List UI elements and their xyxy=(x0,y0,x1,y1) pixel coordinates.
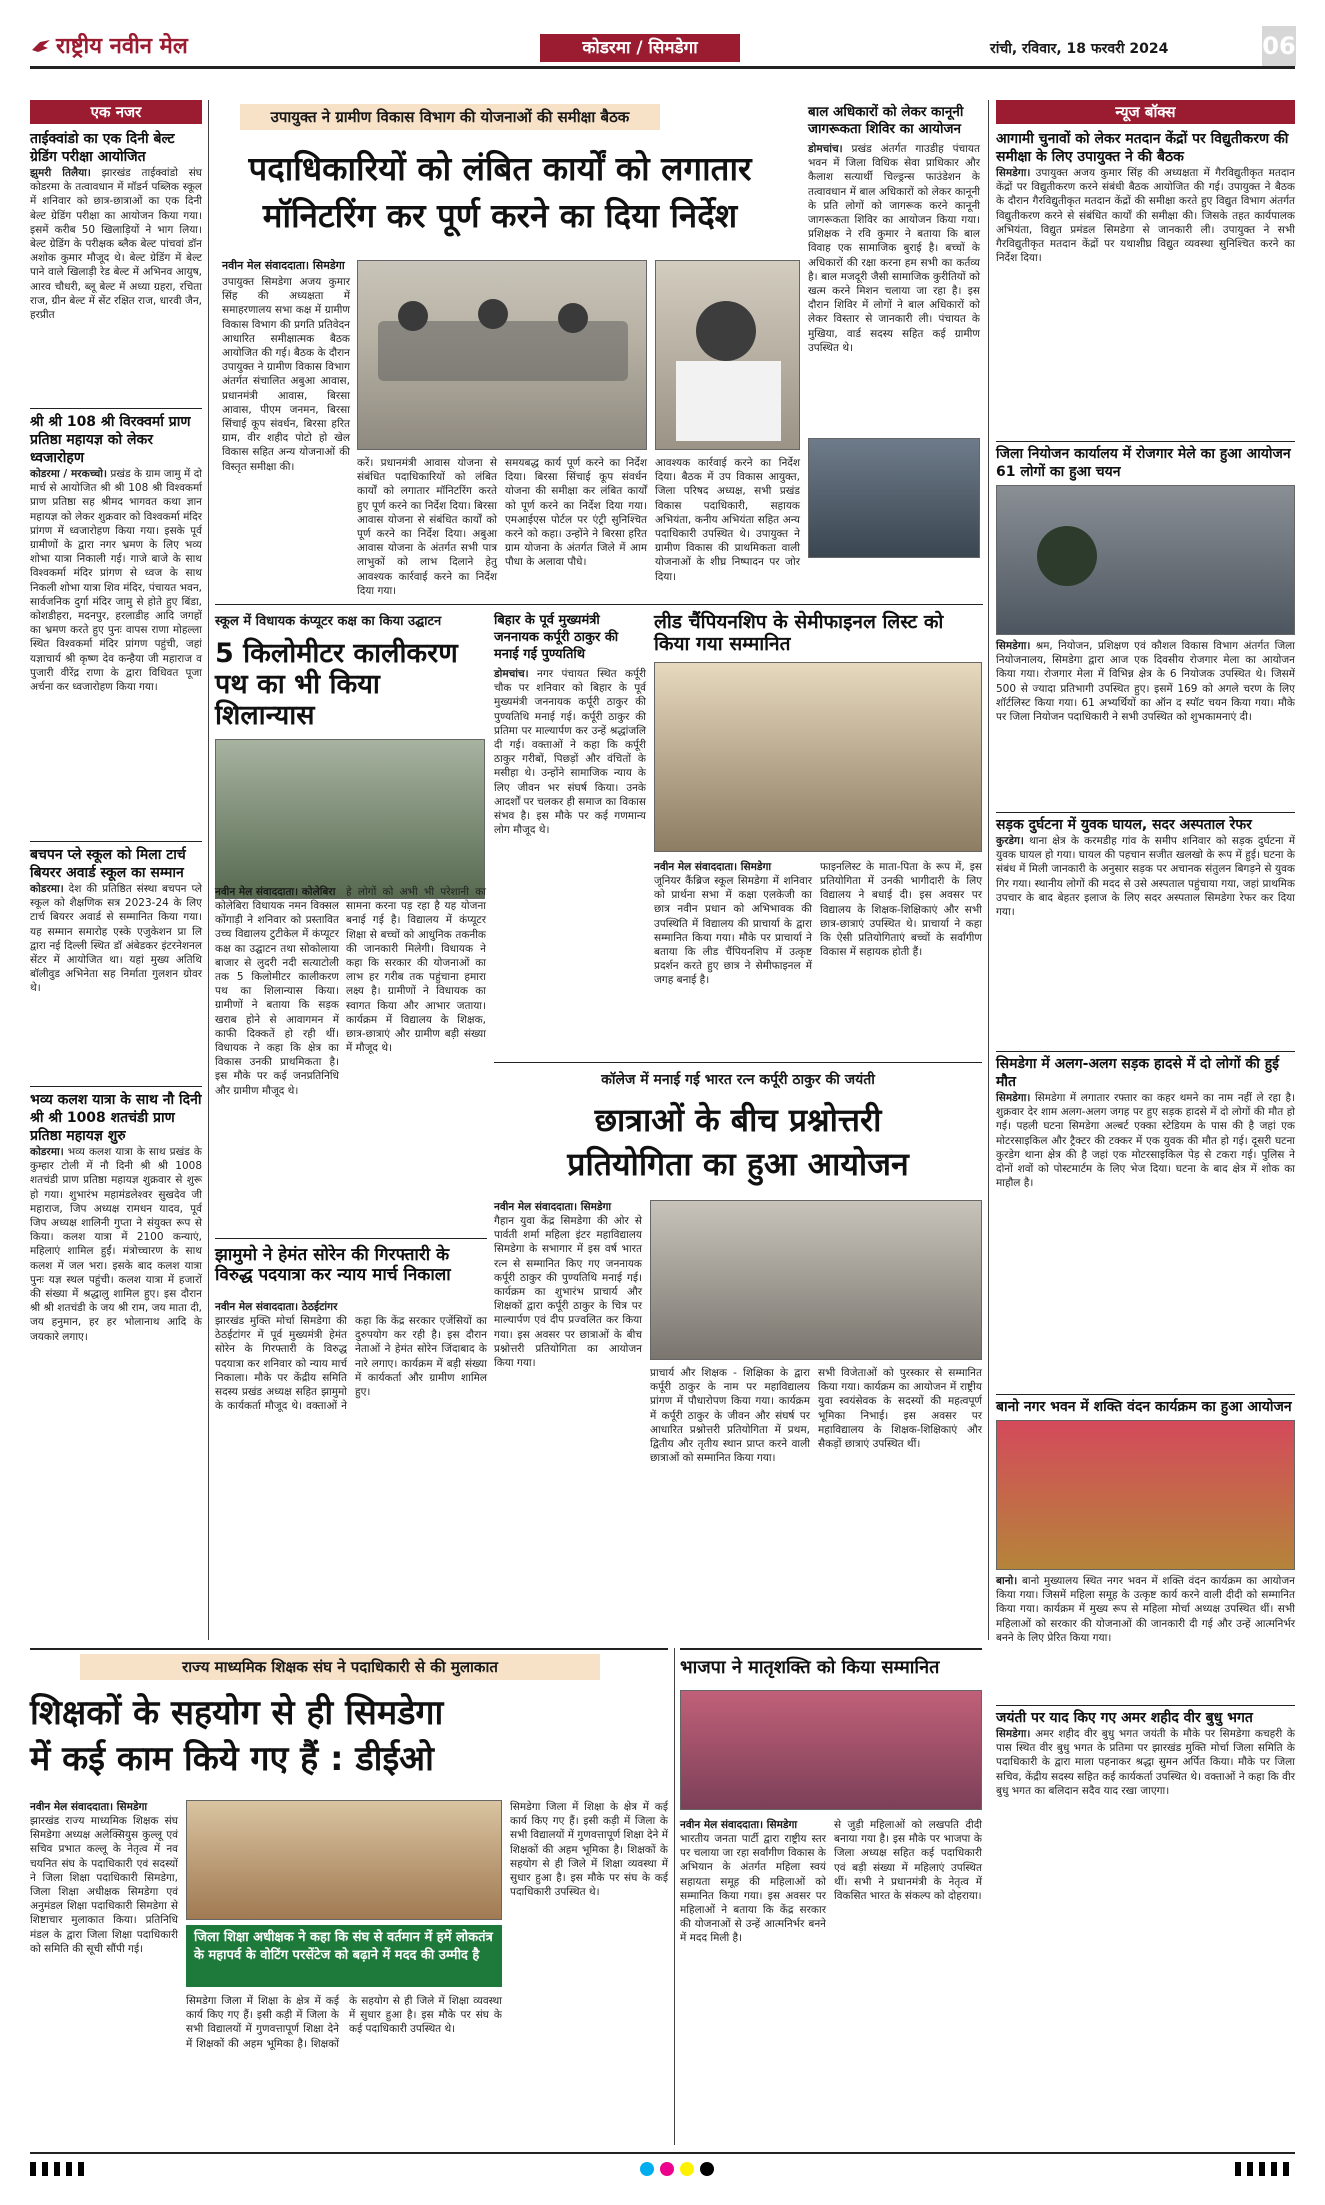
teachers-body: सिमडेगा जिला में शिक्षा के क्षेत्र में कई कार्य किए गए हैं। इसी कड़ी में जिला के सभी विद्यालयों में गुणवत्तापूर्ण शिक्षा देने में शिक्षकों की अहम भूमिका है। शिक्षकों के सहयोग से ही जिले में शिक्षा व्यवस्था में सुधार हुआ है। इस मौके पर संघ के कई पदाधिकारी उपस्थित थे। xyxy=(186,1995,502,2050)
issue-date: रांची, रविवार, 18 फरवरी 2024 xyxy=(990,41,1169,57)
brief-body: देश की प्रतिष्ठित संस्था बचपन प्ले स्कूल को शैक्षणिक सत्र 2023-24 के लिए टार्च बियरर अवार्ड से सम्मानित किया गया। यह सम्मान समारोह एस्के एजुकेशन प्रा लि द्वारा नई दिल्ली स्थित डॉ अंबेडकर इंटरनेशनल सेंटर में आयोजित था। यहां मुख्य अतिथि बॉलीवुड अभिनेता सह निर्माता गुलशन ग्रोवर थे। xyxy=(30,883,203,995)
quiz-kicker: कॉलेज में मनाई गई भारत रत्न कर्पूरी ठाकुर की जयंती xyxy=(601,1072,875,1088)
story-headline: 5 किलोमीटर कालीकरण पथ का भी किया शिलान्यास xyxy=(215,638,458,732)
masthead xyxy=(30,22,1295,82)
quiz-headline: प्रतियोगिता का हुआ आयोजन xyxy=(567,1145,909,1183)
teachers-body: सिमडेगा जिला में शिक्षा के क्षेत्र में कई कार्य किए गए हैं। इसी कड़ी में जिला के सभी विद्यालयों में गुणवत्तापूर्ण शिक्षा देने में शिक्षकों की अहम भूमिका है। शिक्षकों के सहयोग से ही जिले में शिक्षा व्यवस्था में सुधार हुआ है। इस मौके पर संघ के कई पदाधिकारी उपस्थित थे। xyxy=(510,1801,668,1899)
story-title: बाल अधिकारों को लेकर कानूनी जागरूकता शिविर का आयोजन xyxy=(808,104,964,137)
section-header: न्यूज बॉक्स xyxy=(996,100,1295,124)
women-body: से जुड़ी महिलाओं को लखपति दीदी बनाया गया है। इस मौके पर भाजपा के जिला अध्यक्ष सहित कई पदाधिकारी एवं बड़ी संख्या में महिलाएं उपस्थित थीं। सभी ने प्रधानमंत्री के नेतृत्व में विकसित भारत के संकल्प को दोहराया। xyxy=(834,1819,982,1903)
top-story-kicker: उपायुक्त ने ग्रामीण विकास विभाग की योजनाओं की समीक्षा बैठक xyxy=(240,104,660,130)
top-story-headline: पदाधिकारियों को लंबित कार्यों को लगातार xyxy=(248,149,752,188)
inauguration-photo xyxy=(215,739,485,899)
news-brief xyxy=(30,130,202,404)
camp-photo xyxy=(808,438,980,558)
teachers-kicker: राज्य माध्यमिक शिक्षक संघ ने पदाधिकारी से की मुलाकात xyxy=(80,1654,600,1680)
top-story-body: आवश्यक कार्रवाई करने का निर्देश दिया। बैठक में उप विकास आयुक्त, जिला परिषद अध्यक्ष, सभी प्रखंड विकास पदाधिकारी, सहायक अभियंता, कनीय अभियंता सहित अन्य पदाधिकारी उपस्थित थे। उपायुक्त ने ग्रामीण विकास की प्राथमिकता वाली योजनाओं के शीघ्र निष्पादन पर जोर दिया। xyxy=(655,457,800,583)
top-story-body: करें। प्रधानमंत्री आवास योजना से संबंधित पदाधिकारियों को लंबित कार्यों को लगातार मॉनिटरिंग करते हुए पूर्ण करने का निर्देश दिया। बिरसा आवास योजना से संबंधित कार्यों को पूर्ण करने का निर्देश दिया। अबुआ आवास योजना के अंतर्गत सभी पात्र लाभुकों को लाभ दिलाने हेतु आवश्यक कार्रवाई करने का निर्देश दिया गया। xyxy=(357,457,497,597)
news-brief xyxy=(30,846,202,1082)
right-column: न्यूज बॉक्स आगामी चुनावों को लेकर मतदान केंद्रों पर विद्युतीकरण की समीक्षा के लिए उपायुक्त ने की बैठक सिमडेगा। उपायुक्त अजय कुमार सिंह की अध्यक्षता में गैरविद्युतीकृत मतदान केंद्रों पर विद्युतीकरण करने संबंधी बैठक आयोजित की गई। उपायुक्त ने बैठक के दौरान गैरविद्युतीकृत मतदान केंद्रों की समीक्षा करते हुए विद्युत विभाग अंतर्गत विद्युतीकरण करने से संबंधित कार्यों की समीक्षा की। जिसके तहत कार्यपालक अभियंता, विद्युत प्रमंडल सिमडेगा से जानकारी ली। उपायुक्त ने सभी गैरविद्युतीकृत मतदान केंद्रों पर यथाशीघ्र विद्युत व्यवस्था सुनिश्चित करने का निर्देश दिया। जिला नियोजन कार्यालय में रोजगार मेले का हुआ आयोजन 61 लोगों का हुआ चयन सिमडेगा। श्रम, नियोजन, प्रशिक्षण एवं कौशल विकास विभाग अंतर्गत जिला नियोजनालय, सिमडेगा द्वारा आज एक दिवसीय रोजगार मेला का आयोजन किया गया। रोजगार मेला में विभिन्न क्षेत्र के 6 नियोजक उपस्थित थे। जिसमें 500 से ज्यादा प्रतिभागी उपस्थित हुए। इसमें 169 को अगले चरण के लिए शॉर्टलिस्ट किया गया। 61 अभ्यर्थियों का ऑन द स्पॉट चयन किया गया। मौके पर जिला नियोजन पदाधिकारी ने सभी उपस्थित को शुभकामनाएं दी। सड़क दुर्घटना में युवक घायल, सदर अस्पताल रेफर कुरडेग। थाना क्षेत्र के करमडीह गांव के समीप शनिवार को सड़क दुर्घटना में युवक घायल हो गया। घायल की पहचान सजीत खलखो के रूप में हुई। घटना के संबंध में मिली जानकारी के अनुसार सड़क पर अचानक संतुलन बिगड़ने से युवक गिर गया। स्थानीय लोगों की मदद से उसे अस्पताल पहुंचाया गया, जहां प्राथमिक उपचार के बाद बेहतर इलाज के लिए सदर अस्पताल सिमडेगा रेफर कर दिया गया। सिमडेगा में अलग-अलग सड़क हादसे में दो लोगों की हुई मौत सिमडेगा। सिमडेगा में लगातार रफ्तार का कहर थमने का नाम नहीं ले रहा है। शुक्रवार देर शाम अलग-अलग जगह पर हुए सड़क हादसे में दो लोगों की मौत हो गई। पहली घटना सिमडेगा अल्बर्ट एक्का स्टेडियम के पास की है जहां एक मोटरसाइकिल और ट्रैक्टर की टक्कर में एक युवक की मौत हो गई। दूसरी घटना कुरडेग थाना क्षेत्र की है जहां एक मोटरसाइकिल पेड़ से टकरा गई। पुलिस ने दोनों शवों को पोस्टमार्टम के लिए भेज दिया। घटना के बाद क्षेत्र में शोक का माहौल है। बानो नगर भवन में शक्ति वंदन कार्यक्रम का हुआ आयोजन बानो। बानो मुख्यालय स्थित नगर भवन में शक्ति वंदन कार्यक्रम का आयोजन किया गया। जिसमें महिला समूह के उत्कृष्ट कार्य करने वाली दीदी को सम्मानित किया गया। कार्यक्रम में मुख्य रूप से महिला मोर्चा अध्यक्ष उपस्थित थीं। सभी महिलाओं को सरकार की योजनाओं की जानकारी दी गई और उन्हें आत्मनिर्भर बनने के लिए प्रेरित किया गया। जयंती पर याद किए गए अमर शहीद वीर बुधु भगत सिमडेगा। अमर शहीद वीर बुधु भगत जयंती के मौके पर सिमडेगा कचहरी के पास स्थित वीर बुधु भगत के प्रतिमा पर झारखंड मुक्ति मोर्चा जिला समिति के पदाधिकारी के द्वारा माला पहनाकर श्रद्धा सुमन अर्पित किया। मौके पर जिला सचिव, केंद्रीय सदस्य सहित कई कार्यकर्ता उपस्थित थे। वक्ताओं ने कहा कि वीर बुधु भगत का बलिदान सदैव याद रखा जाएगा। xyxy=(996,100,1295,2110)
awareness-story: बाल अधिकारों को लेकर कानूनी जागरूकता शिविर का आयोजन डोमचांच। प्रखंड अंतर्गत गाउडीह पंचायत भवन में जिला विधिक सेवा प्राधिकार और कैलाश सत्यार्थी चिल्ड्रन्स फाउंडेशन के तत्वावधान में बाल अधिकारों को लेकर कानूनी के प्रति लोगों को जागरूक करने कानूनी जागरूकता शिविर का आयोजन किया गया। प्रशिक्षक ने रवि कुमार ने बताया कि बाल विवाह एक सामाजिक बुराई है। बच्चों के अधिकारों की रक्षा करना हम सभी का कर्तव्य है। बाल मजदूरी जैसी सामाजिक कुरीतियों को खत्म करने मिशन चलाया जा रहा है। इस दौरान शिविर में लोगों ने बाल अधिकारों को लेकर विस्तार से जानकारी ली। पंचायत के मुखिया, वार्ड सदस्य सहित कई ग्रामीण उपस्थित थे। xyxy=(808,104,980,624)
top-story-body: समयबद्ध कार्य पूर्ण करने का निर्देश दिया। बिरसा सिंचाई कूप संवर्धन योजना की समीक्षा कर लंबित कार्यों को पूर्ण करने का निर्देश दिया गया। एमआईएस पोर्टल पर एंट्री सुनिश्चित करने को कहा। उन्होंने ने बिरसा हरित ग्राम योजना के अंतर्गत जिले में आम पौधा के अलावा पौधे। xyxy=(505,457,647,569)
women-photo xyxy=(680,1690,982,1810)
brief-dateline: कोडरमा। xyxy=(30,1146,64,1158)
callout-text: जिला शिक्षा अधीक्षक ने कहा कि संघ से वर्तमान में हमें लोकतंत्र के महापर्व के वोटिंग परसेंटेज को बढ़ाने में मदद की उम्मीद है xyxy=(194,1930,493,1963)
computer-story: स्कूल में विधायक कंप्यूटर कक्ष का किया उद्घाटन 5 किलोमीटर कालीकरण पथ का भी किया शिलान्यास xyxy=(215,612,485,1232)
women-headline: भाजपा ने मातृशक्ति को किया सम्मानित xyxy=(680,1657,940,1678)
section-label: कोडरमा / सिमडेगा xyxy=(540,34,740,62)
paper-name: राष्ट्रीय नवीन मेल xyxy=(56,34,188,59)
top-story-body: नवीन मेल संवाददाता। सिमडेगा उपायुक्त सिमडेगा अजय कुमार सिंह की अध्यक्षता में समाहरणालय सभा कक्ष में ग्रामीण विकास विभाग की प्रगति प्रतिवेदन आधारित समीक्षात्मक बैठक आयोजित की गई। बैठक के दौरान उपायुक्त ने ग्रामीण विकास विभाग अंतर्गत संचालित अबुआ आवास, प्रधानमंत्री आवास, बिरसा आवास, पीएम जनमन, बिरसा सिंचाई कूप संवर्धन, बिरसा हरित ग्राम, वीर शहीद पोटो हो खेल विकास सहित अन्य योजनाओं की विस्तृत समीक्षा की। xyxy=(222,259,350,473)
brief-dateline: कोडरमा / मरकच्चो। xyxy=(30,468,107,480)
callout-box xyxy=(186,1925,502,1987)
brief-body: भव्य कलश यात्रा के साथ प्रखंड के कुम्हार टोली में नौ दिनी श्री श्री 1008 शतचंडी प्राण प्रतिष्ठा महायज्ञ शुक्रवार से शुरू हो गया। शुभारंभ महामंडलेश्वर सुखदेव जी महाराज, जिप अध्यक्ष रामधन यादव, पूर्व जिप अध्यक्ष शालिनी गुप्ता ने संयुक्त रूप से किया। कलश यात्रा में 2100 कन्याएं, महिलाएं शामिल हुईं। मंत्रोच्चारण के साथ कलश में जल भरा। इसके बाद कलश यात्रा पुनः यज्ञ स्थल पहुंची। कलश यात्रा में हजारों की संख्या में श्रद्धालु शामिल हुए। इस दौरान श्री श्री शतचंडी के जय श्री राम, जय माता दी, जय हनुमान, हर हर भोलानाथ आदि के जयकारे लगाए। xyxy=(30,1146,202,1343)
byline: नवीन मेल संवाददाता। सिमडेगा xyxy=(222,259,345,272)
teachers-headline: में कई काम किये गए हैं : डीईओ xyxy=(30,1739,434,1779)
bird-logo-icon xyxy=(30,36,52,58)
computer-story-body: हे लोगों को अभी भी परेशानी का सामना करना पड़ रहा है यह योजना बनाई गई है। विद्यालय में कंप्यूटर शिक्षा से बच्चों को आधुनिक तकनीक की जानकारी मिलेगी। विधायक ने कहा कि सरकार की योजनाओं का लाभ हर गरीब तक पहुंचाना हमारा लक्ष्य है। ग्रामीणों ने विधायक का स्वागत किया और आभार जताया। कार्यक्रम में विद्यालय के शिक्षक, छात्र-छात्राएं और ग्रामीण बड़ी संख्या में मौजूद थे। xyxy=(346,886,486,1055)
brief-body: झारखंड ताईक्वांडो संघ कोडरमा के तत्वावधान में मॉडर्न पब्लिक स्कूल में शनिवार को छात्र-छात्राओं का एक दिनी बेल्ट ग्रेडिंग परीक्षा का आयोजन किया गया। इसमें करीब 50 खिलाड़ियों ने भाग लिया। बेल्ट ग्रेडिंग के परीक्षक ब्लैक बेल्ट पांचवां डॉन अशोक कुमार मौजूद थे। बेल्ट ग्रेडिंग में बेल्ट पाने वाले खिलाड़ी रेड बेल्ट में अभिनव आयुष, आरव चौधरी, ब्लू बेल्ट में अध्या ग्रहरा, रचिता राज, ग्रीन बेल्ट में सेंट रक्षित राज, धारवी जैन, हरप्रीत xyxy=(30,167,203,322)
brief-body: प्रखंड के ग्राम जामु में दो मार्च से आयोजित श्री श्री 108 श्री विश्वकर्मा प्राण प्रतिष्ठा सह श्रीमद भागवत कथा ज्ञान महायज्ञ को लेकर शुक्रवार को विश्वकर्मा मंदिर प्रांगण में ध्वजारोहण किया गया। इसके पूर्व ग्रामीणों के द्वारा नगर भ्रमण के लिए भव्य शोभा यात्रा निकाली गई। गाजे बाजे के साथ विश्वकर्मा मंदिर प्रांगण से ध्वज के साथ निकली शोभा यात्रा शिव मंदिर, पंचायत भवन, सार्वजनिक दुर्गा मंदिर जामु से होते हुए बिंडा, कोशडीहरा, मदनपुर, हरलाडीह आदि जगहों का भ्रमण करते हुए पुनः वापस राणा मोहल्ला स्थित विश्वकर्मा मंदिर प्रांगण पहुंची, जहां यज्ञाचार्य श्री कृष्ण देव कन्हैया जी महाराज व पुजारी वीरेंद्र राणा के द्वारा विधिवत पूजा अर्चना कर ध्वजारोहण किया गया। xyxy=(30,468,202,694)
quiz-body: सभी विजेताओं को पुरस्कार से सम्मानित किया गया। कार्यक्रम का आयोजन में राष्ट्रीय युवा स्वयंसेवक के सदस्यों की महत्वपूर्ण भूमिका निभाई। इस अवसर पर महाविद्यालय के शिक्षक-शिक्षिकाएं और सैकड़ों छात्राएं उपस्थित थीं। xyxy=(818,1367,982,1451)
quiz-headline: छात्राओं के बीच प्रश्नोत्तरी xyxy=(594,1101,882,1139)
karpoori-story: बिहार के पूर्व मुख्यमंत्री जननायक कर्पूरी ठाकुर की मनाई गई पुण्यतिथि डोमचांच। नगर पंचायत स्थित कर्पूरी चौक पर शनिवार को बिहार के पूर्व मुख्यमंत्री जननायक कर्पूरी ठाकुर की पुण्यतिथि मनाई गई। कर्पूरी ठाकुर की प्रतिमा पर माल्यार्पण कर उन्हें श्रद्धांजलि दी गई। वक्ताओं ने कहा कि कर्पूरी ठाकुर गरीबों, पिछड़ों और वंचितों के मसीहा थे। उन्होंने सामाजिक न्याय के लिए जीवन भर संघर्ष किया। उनके आदर्शों पर चलकर ही समाज का विकास संभव है। इस मौके पर कई गणमान्य लोग मौजूद थे। xyxy=(494,613,646,837)
quiz-photo xyxy=(650,1200,982,1360)
teachers-photo xyxy=(186,1800,502,1920)
quiz-body: प्राचार्य और शिक्षक - शिक्षिका के द्वारा कर्पूरी ठाकुर के नाम पर महाविद्यालय प्रांगण में पौधारोपण किया गया। कार्यक्रम में कर्पूरी ठाकुर के जीवन और संघर्ष पर आधारित प्रश्नोत्तरी प्रतियोगिता में प्रथम, द्वितीय और तृतीय स्थान प्राप्त करने वाली छात्राओं को सम्मानित किया गया। xyxy=(650,1367,810,1465)
brief-title: ताईक्वांडो का एक दिनी बेल्ट ग्रेडिंग परीक्षा आयोजित xyxy=(30,131,175,165)
job-fair-photo xyxy=(996,485,1295,635)
lead-story-body: फाइनलिस्ट के माता-पिता के रूप में, इस प्रतियोगिता में उनकी भागीदारी के लिए विद्यालय ने बधाई दी। इस अवसर पर विद्यालय के शिक्षक-शिक्षिकाएं और सभी छात्र-छात्राएं उपस्थित थे। प्राचार्या ने कहा कि ऐसी प्रतियोगिताएं बच्चों के सर्वांगीण विकास में सहायक होती हैं। xyxy=(820,861,982,959)
shakti-vandan-photo xyxy=(996,1420,1295,1570)
brief-title: भव्य कलश यात्रा के साथ नौ दिनी श्री श्री 1008 शतचंडी प्राण प्रतिष्ठा महायज्ञ शुरु xyxy=(30,1092,202,1144)
official-photo xyxy=(655,260,800,450)
brief-title: श्री श्री 108 श्री विरक्वर्मा प्राण प्रतिष्ठा महायज्ञ को लेकर ध्वजारोहण xyxy=(30,414,191,466)
brief-dateline: झुमरी तिलैया। xyxy=(30,167,91,179)
jmm-headline: झामुमो ने हेमंत सोरेन की गिरफ्तारी के विरुद्ध पदयात्रा कर न्याय मार्च निकाला xyxy=(215,1245,451,1285)
brief-dateline: कोडरमा। xyxy=(30,883,64,895)
news-brief xyxy=(30,413,202,837)
award-photo xyxy=(654,662,982,852)
section-header: एक नजर xyxy=(30,100,202,124)
teachers-headline: शिक्षकों के सहयोग से ही सिमडेगा xyxy=(30,1693,444,1733)
left-column xyxy=(30,100,202,1640)
meeting-photo xyxy=(357,260,647,450)
color-registration-bar xyxy=(30,2162,1295,2176)
page-number: 06 xyxy=(1262,26,1296,66)
brief-title: बचपन प्ले स्कूल को मिला टार्च बियरर अवार्ड स्कूल का सम्मान xyxy=(30,847,186,881)
top-story-headline: मॉनिटरिंग कर पूर्ण करने का दिया निर्देश xyxy=(262,196,738,235)
story-headline: लीड चैंपियनशिप के सेमीफाइनल लिस्ट को किया गया सम्मानित xyxy=(654,611,944,655)
news-brief xyxy=(30,1091,202,1525)
